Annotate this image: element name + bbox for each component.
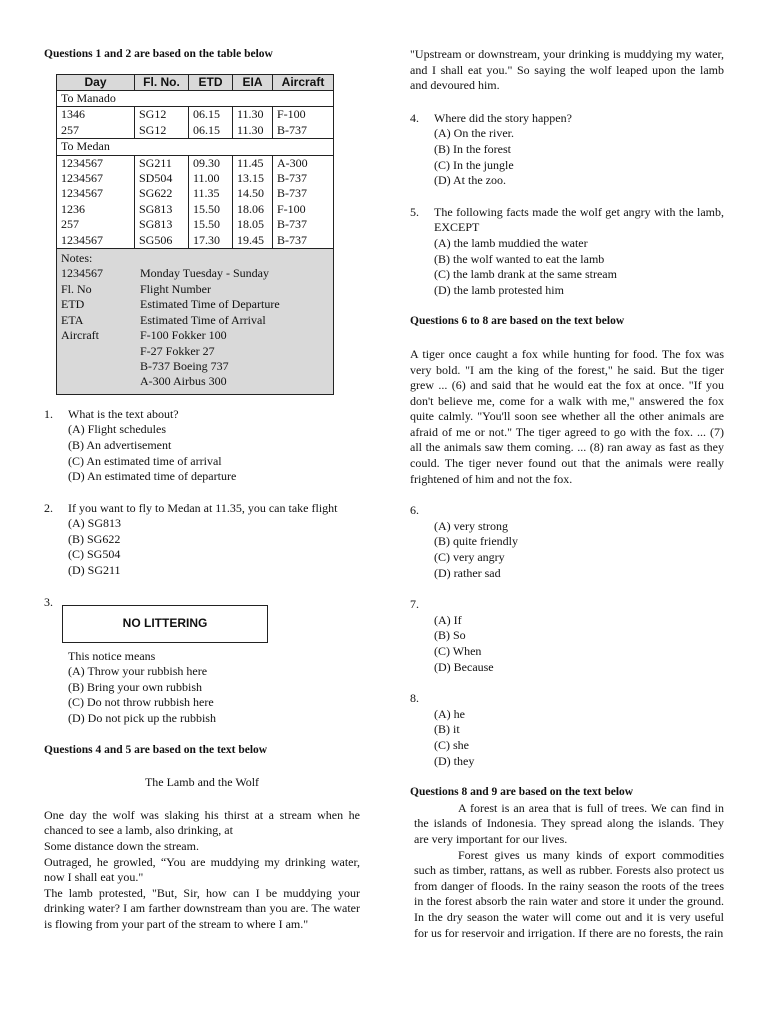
question-stem: The following facts made the wolf get angry with the lamb, EXCEPT: [434, 204, 724, 235]
question-6: [410, 503, 724, 581]
note-value: Estimated Time of Arrival: [140, 312, 266, 327]
option-a: (A) On the river.: [434, 126, 514, 141]
option-a: (A) SG813: [68, 516, 121, 531]
note-key: ETD: [61, 297, 85, 312]
note-key: Aircraft: [61, 328, 99, 343]
header-etd: ETD: [189, 74, 233, 90]
option-c: (C) the lamb drank at the same stream: [434, 267, 617, 282]
question-stem: What is the text about?: [68, 406, 179, 421]
option-b: (B) it: [434, 722, 460, 737]
option-d: (D) rather sad: [434, 565, 501, 580]
question-7: [410, 597, 724, 675]
option-d: (D) At the zoo.: [434, 173, 506, 188]
note-key: [61, 344, 140, 359]
option-a: (A) the lamb muddied the water: [434, 235, 588, 250]
option-b: (B) Bring your own rubbish: [68, 679, 202, 694]
group-row-manado: [57, 91, 334, 107]
story-title: The Lamb and the Wolf: [144, 775, 260, 790]
cell-day: 1346 257: [57, 107, 135, 139]
option-c: (C) SG504: [68, 547, 121, 562]
no-littering-sign: NO LITTERING: [62, 605, 268, 643]
header-flight-no: Fl. No.: [135, 74, 189, 90]
story-paragraph: Outraged, he growled, “You are muddying my drinking water, now I shall eat you.": [44, 854, 360, 885]
note-value: Monday Tuesday - Sunday: [140, 266, 270, 281]
option-c: (C) she: [434, 737, 469, 752]
group-label-medan: To Medan: [57, 139, 334, 155]
group-label-manado: To Manado: [57, 91, 334, 107]
note-value: Flight Number: [140, 281, 211, 296]
header-day: Day: [57, 74, 135, 90]
option-a: (A) Throw your rubbish here: [68, 664, 208, 679]
questions-1-2-heading: Questions 1 and 2 are based on the table below: [44, 48, 273, 60]
option-b: (B) In the forest: [434, 141, 511, 156]
story-body: [44, 808, 360, 933]
option-d: (D) SG211: [68, 563, 121, 578]
note-key: ETA: [61, 312, 84, 327]
question-1: [44, 407, 360, 485]
right-column: [410, 0, 724, 941]
question-number: 1.: [44, 406, 53, 421]
question-4: [410, 111, 724, 189]
option-b: (B) the wolf wanted to eat the lamb: [434, 251, 605, 266]
option-c: (C) very angry: [434, 550, 505, 565]
option-a: (A) If: [434, 612, 462, 627]
forest-paragraph-1: A forest is an area that is full of trees. We can find in the islands of Indonesia. They spread along the islands. They are very important for our lives.: [414, 800, 724, 846]
header-eta: EIA: [233, 74, 273, 90]
option-b: (B) quite friendly: [434, 534, 518, 549]
question-number: 2.: [44, 500, 53, 515]
option-d: (D) they: [434, 753, 475, 768]
note-key: 1234567: [61, 266, 103, 281]
table-row: [57, 155, 334, 248]
cell-day: 1234567 1234567 1234567 1236 257 1234567: [57, 155, 135, 248]
question-number: 5.: [410, 204, 419, 219]
story-paragraph: The lamb protested, "But, Sir, how can I be muddying your drinking water? I am farther downstream than you are. The water is flowing from your part of the stream to where I am.": [44, 885, 360, 931]
option-c: (C) When: [434, 644, 482, 658]
option-b: (B) SG622: [68, 531, 121, 546]
tiger-fox-text: A tiger once caught a fox while hunting for food. The fox was very bold. "I am the king of the forest," he said. But the tiger grew ... (6) and said that he would eat the fox at once. "If you don't believe me, come for a walk with me," answered the fox quite calmly. "You'll soon see whether all the other animals are afraid of me or not." The tiger agreed to go with the fox. ... (7) all the animals saw them coming. ... (8) ran away as fast as they could. The tiger never found out that the animals were really frightened of him and not the fox.: [410, 346, 724, 486]
question-number: 8.: [410, 691, 419, 706]
cell-eta: 11.30 11.30: [233, 107, 273, 139]
note-value: F-100 Fokker 100: [140, 328, 227, 343]
cell-flight-no: SG12 SG12: [135, 107, 189, 139]
note-value: F-27 Fokker 27: [140, 343, 215, 358]
option-d: (D) Because: [434, 659, 494, 674]
notes-row: [57, 249, 334, 395]
question-3: [44, 595, 360, 727]
header-aircraft: Aircraft: [273, 74, 334, 90]
story-paragraph: Some distance down the stream.: [44, 839, 199, 853]
option-b: (B) So: [434, 628, 466, 643]
questions-4-5-heading: Questions 4 and 5 are based on the text below: [44, 743, 268, 756]
note-value: Estimated Time of Departure: [140, 297, 280, 312]
question-stem: Where did the story happen?: [434, 110, 572, 125]
question-8: [410, 691, 724, 769]
question-stem: If you want to fly to Medan at 11.35, you can take flight: [68, 500, 338, 515]
left-column: [44, 0, 360, 933]
table-header-row: [57, 74, 334, 90]
option-a: (A) Flight schedules: [68, 422, 166, 437]
question-number: 7.: [410, 597, 419, 612]
cell-etd: 06.15 06.15: [189, 107, 233, 139]
notes-list: [61, 266, 329, 389]
flight-schedule-table: [56, 74, 334, 395]
cell-aircraft: F-100 B-737: [273, 107, 334, 139]
story-ending: "Upstream or downstream, your drinking is muddying my water, and I shall eat you." So saying the wolf leaped upon the lamb and devoured him.: [410, 47, 724, 93]
forest-paragraph-2: Forest gives us many kinds of export commodities such as timber, rattans, as well as rubber. Forests also protect us from danger of floods. In the rainy season the roots of the trees in the forest absorb the rain water and store it under the ground. In the dry season the water will come out and it is very useful for us for reservoir and irrigation. If there are no forests, the rain: [414, 847, 724, 940]
question-5: [410, 205, 724, 299]
cell-flight-no: SG211 SD504 SG622 SG813 SG813 SG506: [135, 155, 189, 248]
cell-aircraft: A-300 B-737 B-737 F-100 B-737 B-737: [273, 155, 334, 248]
option-d: (D) Do not pick up the rubbish: [68, 711, 216, 726]
group-row-medan: [57, 139, 334, 155]
notes-cell: [57, 249, 334, 395]
question-2: [44, 501, 360, 579]
question-number: 6.: [410, 503, 419, 518]
note-key: [61, 374, 140, 389]
option-c: (C) An estimated time of arrival: [68, 453, 222, 468]
cell-eta: 11.45 13.15 14.50 18.06 18.05 19.45: [233, 155, 273, 248]
option-d: (D) An estimated time of departure: [68, 469, 237, 484]
option-a: (A) he: [434, 706, 465, 721]
note-key: [61, 359, 140, 374]
note-key: Fl. No: [61, 281, 92, 296]
question-stem: This notice means: [68, 648, 156, 663]
option-b: (B) An advertisement: [68, 437, 172, 452]
note-value: B-737 Boeing 737: [140, 358, 229, 373]
notes-title: Notes:: [61, 251, 93, 266]
note-value: A-300 Airbus 300: [140, 374, 227, 389]
option-c: (C) In the jungle: [434, 157, 514, 172]
question-number: 3.: [44, 594, 53, 609]
option-d: (D) the lamb protested him: [434, 282, 564, 297]
option-c: (C) Do not throw rubbish here: [68, 695, 214, 710]
option-a: (A) very strong: [434, 518, 508, 533]
story-paragraph: One day the wolf was slaking his thirst at a stream when he chanced to see a lamb, also drinking, at: [44, 807, 360, 838]
questions-8-9-heading: Questions 8 and 9 are based on the text below: [410, 786, 634, 799]
question-number: 4.: [410, 110, 419, 125]
forest-text: [410, 801, 724, 941]
table-row: [57, 107, 334, 139]
cell-etd: 09.30 11.00 11.35 15.50 15.50 17.30: [189, 155, 233, 248]
questions-6-8-heading: Questions 6 to 8 are based on the text below: [410, 315, 625, 328]
